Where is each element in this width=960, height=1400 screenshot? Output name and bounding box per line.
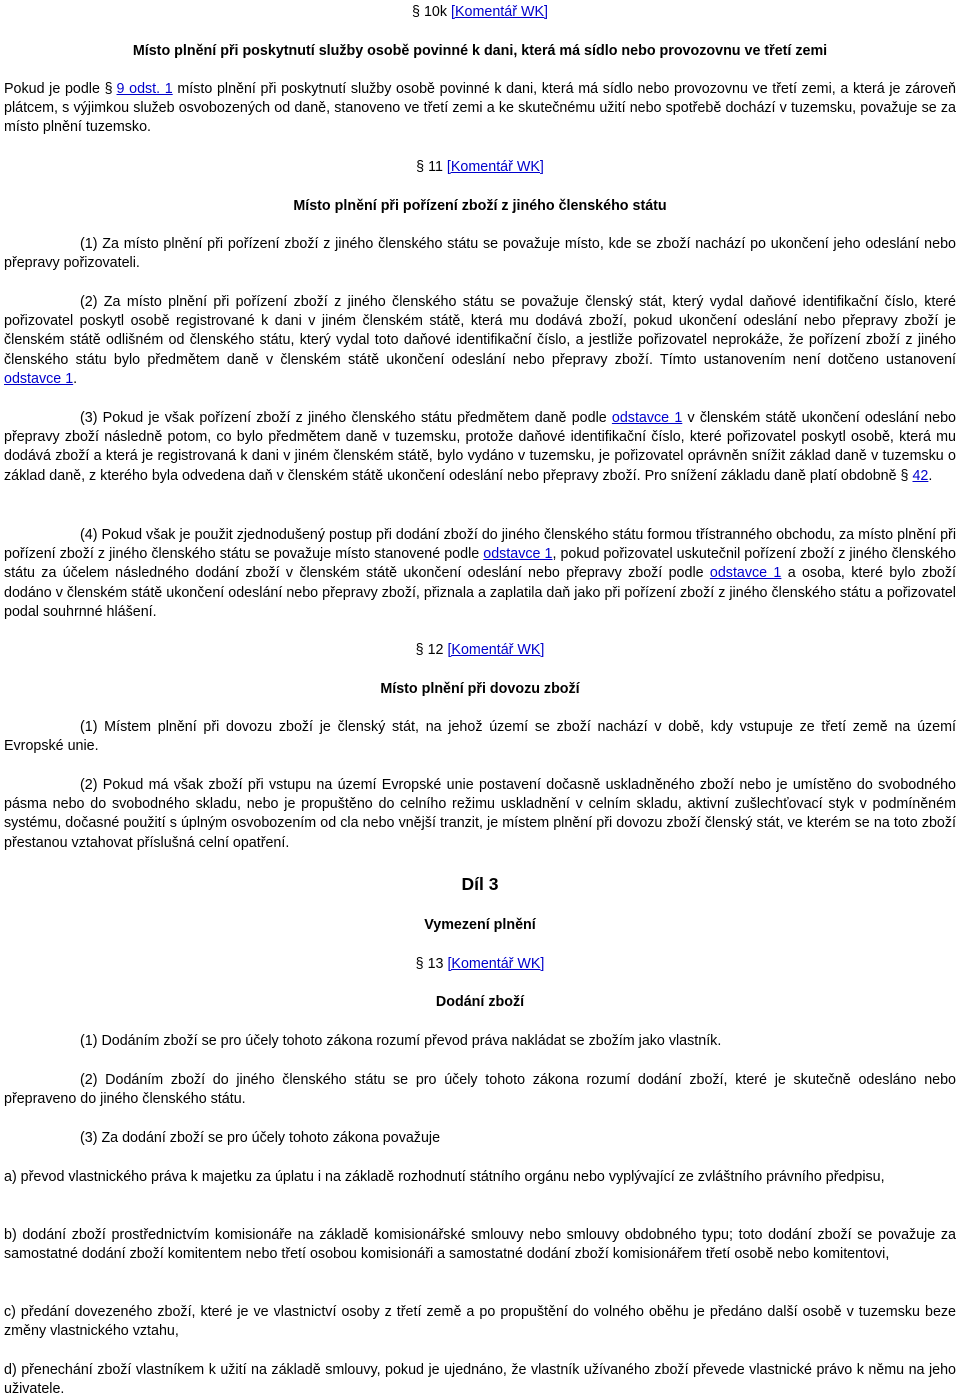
paragraph-11-2: (2) Za místo plnění při pořízení zboží z jiného členského státu se považuje členský stát, který vydal daňové identifikační číslo, které pořizovatel poskytl osobě registrované k dani v jiném členském státě, která mu dodává zboží, pokud ukončení odeslání nebo přepravy zboží je členském státě odlišném od členského státu, který vydal toto daňové identifikační číslo, a jestliže pořizovatel neprokáže, že pořízení zboží z jiného členského státu bylo předmětem daně v členském státě ukončení odeslání nebo přepravy zboží. Tímto ustanovením není dotčeno ustanovení odstavce 1. bbox=[4, 294, 956, 387]
komentar-wk-link-12[interactable]: [Komentář WK] bbox=[447, 642, 545, 658]
section-sign-icon: § bbox=[104, 81, 113, 97]
link-odstavce-1[interactable]: odstavce 1 bbox=[709, 565, 782, 582]
section-sign-icon: § bbox=[416, 159, 425, 175]
paragraph-12-1: (1) Místem plnění při dovozu zboží je členský stát, na jehož území se zboží nachází v době, kdy vstupuje ze třetí země na území Evropské unie. bbox=[4, 719, 956, 755]
section-number: 11 bbox=[428, 159, 443, 175]
section-12-title: Místo plnění při dovozu zboží bbox=[380, 681, 580, 697]
section-10k-heading bbox=[4, 3, 956, 22]
section-11-title: Místo plnění při pořízení zboží z jiného členského státu bbox=[293, 198, 667, 214]
paragraph-13-2: (2) Dodáním zboží do jiného členského státu se pro účely tohoto zákona rozumí dodání zboží, které je skutečně odesláno nebo přepraveno do jiného členského státu. bbox=[4, 1072, 956, 1108]
link-42[interactable]: 42 bbox=[912, 467, 929, 484]
section-sign-icon: § bbox=[415, 642, 424, 658]
komentar-wk-link-13[interactable]: [Komentář WK] bbox=[447, 956, 545, 972]
paragraph-13-1: (1) Dodáním zboží se pro účely tohoto zákona rozumí převod práva nakládat se zbožím jako vlastník. bbox=[80, 1033, 722, 1049]
link-odstavce-1[interactable]: odstavce 1 bbox=[483, 546, 553, 563]
paragraph-11-4: (4) Pokud však je použit zjednodušený postup při dodání zboží do jiného členského státu formou třístranného obchodu, za místo plnění při pořízení zboží z jiného členského státu se považuje místo stanovené podle odstavce 1, pokud pořizovatel uskutečnil pořízení zboží z jiného členského státu za účelem následného dodání zboží v členském státě ukončení odeslání nebo přepravy zboží podle odstavce 1 a osoba, které bylo zboží dodáno v členském státě ukončení odeslání nebo přepravy zboží, přiznala a zaplatila daň jako při pořízení zboží z jiného členského státu a pořizovatel podal souhrnné hlášení. bbox=[4, 527, 957, 620]
link-9-odst-1[interactable]: 9 odst. 1 bbox=[116, 81, 173, 97]
list-item-b: b) dodání zboží prostřednictvím komisionáře na základě komisionářské smlouvy nebo smlouvy obdobného typu; toto dodání zboží se považuje za samostatné dodání zboží komitentem nebo třetí osobou komisionáři a samostatné dodání zboží komisionářem třetí osobě nebo komitentovi, bbox=[4, 1227, 956, 1263]
paragraph-11-1: (1) Za místo plnění při pořízení zboží z jiného členského státu se považuje místo, kde se zboží nachází po ukončení jeho odeslání nebo přepravy pořizovateli. bbox=[4, 236, 956, 272]
list-item-a: a) převod vlastnického práva k majetku za úplatu i na základě rozhodnutí státního orgánu nebo vyplývající ze zvláštního právního předpisu, bbox=[4, 1169, 885, 1185]
part-title: Vymezení plnění bbox=[424, 917, 536, 933]
section-10k-title: Místo plnění při poskytnutí služby osobě povinné k dani, která má sídlo nebo provozovnu ve třetí zemi bbox=[132, 43, 828, 59]
section-sign-icon: § bbox=[900, 467, 909, 484]
komentar-wk-link-11[interactable]: [Komentář WK] bbox=[446, 159, 544, 175]
komentar-wk-link-10k[interactable]: [Komentář WK] bbox=[451, 4, 548, 20]
paragraph-12-2: (2) Pokud má však zboží při vstupu na území Evropské unie postavení dočasně uskladněného zboží nebo je umístěno do svobodného pásma nebo do svobodného skladu, nebo je propuštěno do celního režimu uskladnění v celním skladu, aktivní zušlechťovací styk v podmíněném systému, dočasné použití s úplným osvobozením od cla nebo vnější tranzit, je místem plnění při dovozu zboží členský stát, ve kterém se na toto zboží přestanou vztahovat příslušná celní opatření. bbox=[4, 777, 956, 851]
section-number: 13 bbox=[427, 956, 444, 972]
part-heading: Díl 3 bbox=[461, 874, 499, 894]
link-odstavce-1[interactable]: odstavce 1 bbox=[4, 370, 74, 387]
paragraph-11-3: (3) Pokud je však pořízení zboží z jiného členského státu předmětem daně podle odstavce 1 v členském státě ukončení odeslání nebo přepravy zboží následně potom, co bylo předmětem daně v tuzemsku, protože daňové identifikační číslo, které pořizovatel poskytl osobě, která mu dodává zboží a která je registrovaná k dani v jiném členském státě, bylo vydáno v tuzemsku, je pořizovatel oprávněn snížit základ daně v tuzemsku o základ daně, z kterého byla odvedena daň v členském státě ukončení odeslání nebo přepravy zboží. Pro snížení základu daně platí obdobně § 42. bbox=[4, 410, 956, 484]
link-odstavce-1[interactable]: odstavce 1 bbox=[611, 410, 683, 426]
section-sign-icon: § bbox=[415, 956, 424, 972]
section-sign-icon: § bbox=[412, 4, 420, 20]
section-13-heading bbox=[4, 955, 956, 974]
section-13-title: Dodání zboží bbox=[435, 994, 525, 1010]
paragraph-13-3: (3) Za dodání zboží se pro účely tohoto zákona považuje bbox=[80, 1130, 441, 1146]
list-item-c: c) předání dovezeného zboží, které je ve vlastnictví osoby z třetí země a po propuštění do volného oběhu je předáno další osobě v tuzemsku beze změny vlastnického vztahu, bbox=[4, 1304, 956, 1340]
section-number: 10k bbox=[423, 4, 448, 20]
section-number: 12 bbox=[427, 642, 444, 658]
section-12-heading bbox=[4, 641, 956, 660]
paragraph-10k: Pokud je podle § 9 odst. 1 místo plnění při poskytnutí služby osobě povinné k dani, která má sídlo nebo provozovnu ve třetí zemi, a která je zároveň plátcem, s výjimkou služeb osvobozených od daně, stanoveno ve třetí zemi a ke skutečnému užití nebo spotřebě dochází v tuzemsku, považuje se za místo plnění tuzemsko. bbox=[4, 81, 957, 136]
section-11-heading bbox=[4, 158, 956, 177]
list-item-d: d) přenechání zboží vlastníkem k užití na základě smlouvy, pokud je ujednáno, že vlastník užívaného zboží převede vlastnické právo k němu na jeho uživatele. bbox=[4, 1362, 956, 1398]
